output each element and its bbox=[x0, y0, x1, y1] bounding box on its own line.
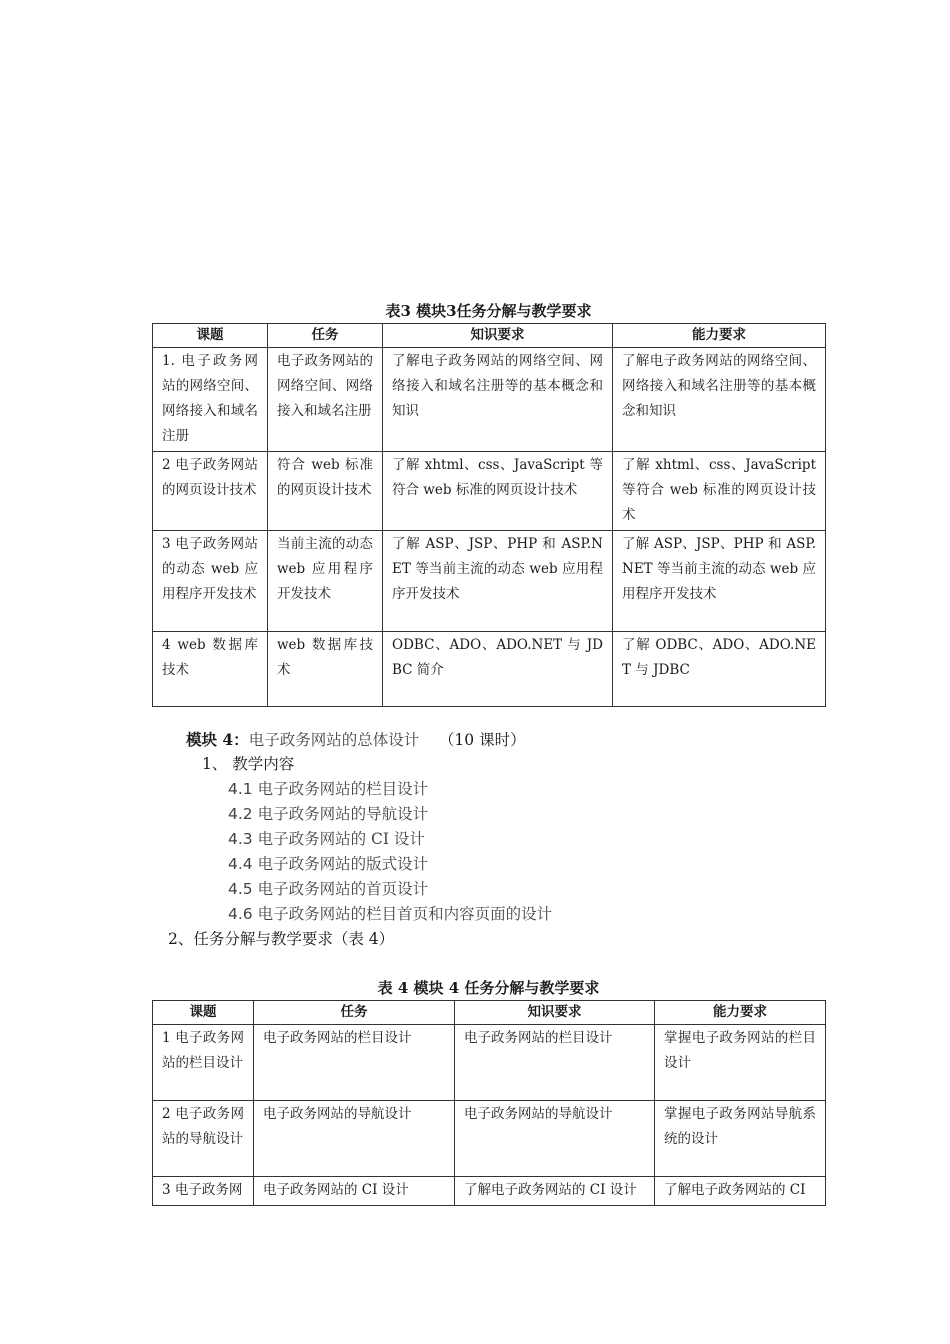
table3-caption: 表3 模块3任务分解与教学要求 bbox=[385, 302, 592, 320]
table-cell: 了解电子政务网站的 CI 设计 bbox=[455, 1177, 655, 1206]
list-item bbox=[228, 827, 425, 852]
table-cell: 4 web 数据库技术 bbox=[153, 632, 268, 707]
section-teaching-content: 1、 教学内容 bbox=[202, 755, 295, 773]
table-cell: web 数据库技术 bbox=[268, 632, 383, 707]
table3 bbox=[152, 323, 826, 707]
section-task-breakdown: 2、任务分解与教学要求（表 4） bbox=[168, 930, 395, 948]
table-cell: 了解 ASP、JSP、PHP 和 ASP.NET 等当前主流的动态 web 应用程序开发技术 bbox=[613, 531, 826, 632]
list-item bbox=[228, 802, 428, 827]
item-text: 电子政务网站的版式设计 bbox=[257, 855, 429, 873]
module4-label: 模块 4： bbox=[186, 730, 249, 749]
table-cell: 了解电子政务网站的网络空间、网络接入和域名注册等的基本概念和知识 bbox=[613, 348, 826, 452]
table-cell: 了解 ODBC、ADO、ADO.NET 与 JDBC bbox=[613, 632, 826, 707]
table-row bbox=[153, 1025, 826, 1101]
item-text: 电子政务网站的栏目设计 bbox=[257, 780, 429, 798]
table-cell: 了解 xhtml、css、JavaScript 等符合 web 标准的网页设计技术 bbox=[383, 452, 613, 531]
table3-header-topic: 课题 bbox=[153, 324, 268, 348]
module4-heading bbox=[186, 727, 526, 753]
table-row bbox=[153, 1177, 826, 1206]
table-cell: ODBC、ADO、ADO.NET 与 JDBC 简介 bbox=[383, 632, 613, 707]
table-cell: 掌握电子政务网站的栏目设计 bbox=[655, 1025, 826, 1101]
item-number: 4.6 bbox=[228, 905, 253, 923]
list-item bbox=[228, 902, 552, 927]
table-cell: 了解 xhtml、css、JavaScript 等符合 web 标准的网页设计技术 bbox=[613, 452, 826, 531]
item-number: 4.3 bbox=[228, 830, 253, 848]
table3-header-ability: 能力要求 bbox=[613, 324, 826, 348]
table-cell: 电子政务网站的网络空间、网络接入和域名注册 bbox=[268, 348, 383, 452]
table-cell: 符合 web 标准的网页设计技术 bbox=[268, 452, 383, 531]
list-item bbox=[228, 777, 428, 802]
table4-header-knowledge: 知识要求 bbox=[455, 1001, 655, 1025]
table3-header-row bbox=[153, 324, 826, 348]
table-cell: 电子政务网站的栏目设计 bbox=[455, 1025, 655, 1101]
table-cell: 2 电子政务网站的网页设计技术 bbox=[153, 452, 268, 531]
table-cell: 1 电子政务网站的栏目设计 bbox=[153, 1025, 254, 1101]
table-row bbox=[153, 348, 826, 452]
table-row bbox=[153, 452, 826, 531]
item-number: 4.4 bbox=[228, 855, 253, 873]
table4-caption: 表 4 模块 4 任务分解与教学要求 bbox=[377, 979, 600, 997]
table-cell: 掌握电子政务网站导航系统的设计 bbox=[655, 1101, 826, 1177]
item-number: 4.5 bbox=[228, 880, 253, 898]
module4-hours: （10 课时） bbox=[438, 731, 526, 749]
table3-header-task: 任务 bbox=[268, 324, 383, 348]
item-text: 电子政务网站的栏目首页和内容页面的设计 bbox=[257, 905, 553, 923]
table3-header-knowledge: 知识要求 bbox=[383, 324, 613, 348]
table-cell: 电子政务网站的导航设计 bbox=[455, 1101, 655, 1177]
table4-header-topic: 课题 bbox=[153, 1001, 254, 1025]
table-cell: 当前主流的动态 web 应用程序开发技术 bbox=[268, 531, 383, 632]
list-item bbox=[228, 852, 428, 877]
table-row bbox=[153, 632, 826, 707]
table-cell: 3 电子政务网站的动态 web 应用程序开发技术 bbox=[153, 531, 268, 632]
table4-header-task: 任务 bbox=[254, 1001, 455, 1025]
table-cell: 3 电子政务网 bbox=[153, 1177, 254, 1206]
table-cell: 了解 ASP、JSP、PHP 和 ASP.NET 等当前主流的动态 web 应用程序开发技术 bbox=[383, 531, 613, 632]
item-number: 4.1 bbox=[228, 780, 253, 798]
table-cell: 2 电子政务网站的导航设计 bbox=[153, 1101, 254, 1177]
item-text: 电子政务网站的导航设计 bbox=[257, 805, 429, 823]
item-text: 电子政务网站的 CI 设计 bbox=[257, 830, 425, 848]
table-cell: 了解电子政务网站的 CI bbox=[655, 1177, 826, 1206]
table-cell: 电子政务网站的 CI 设计 bbox=[254, 1177, 455, 1206]
list-item bbox=[228, 877, 428, 902]
table-row bbox=[153, 531, 826, 632]
table-cell: 电子政务网站的栏目设计 bbox=[254, 1025, 455, 1101]
table-cell: 了解电子政务网站的网络空间、网络接入和域名注册等的基本概念和知识 bbox=[383, 348, 613, 452]
table-cell: 1. 电子政务网站的网络空间、网络接入和域名注册 bbox=[153, 348, 268, 452]
item-text: 电子政务网站的首页设计 bbox=[257, 880, 429, 898]
table4-header-ability: 能力要求 bbox=[655, 1001, 826, 1025]
table-row bbox=[153, 1101, 826, 1177]
module4-title: 电子政务网站的总体设计 bbox=[248, 731, 420, 749]
table4-header-row bbox=[153, 1001, 826, 1025]
table-cell: 电子政务网站的导航设计 bbox=[254, 1101, 455, 1177]
table4 bbox=[152, 1000, 826, 1206]
item-number: 4.2 bbox=[228, 805, 253, 823]
